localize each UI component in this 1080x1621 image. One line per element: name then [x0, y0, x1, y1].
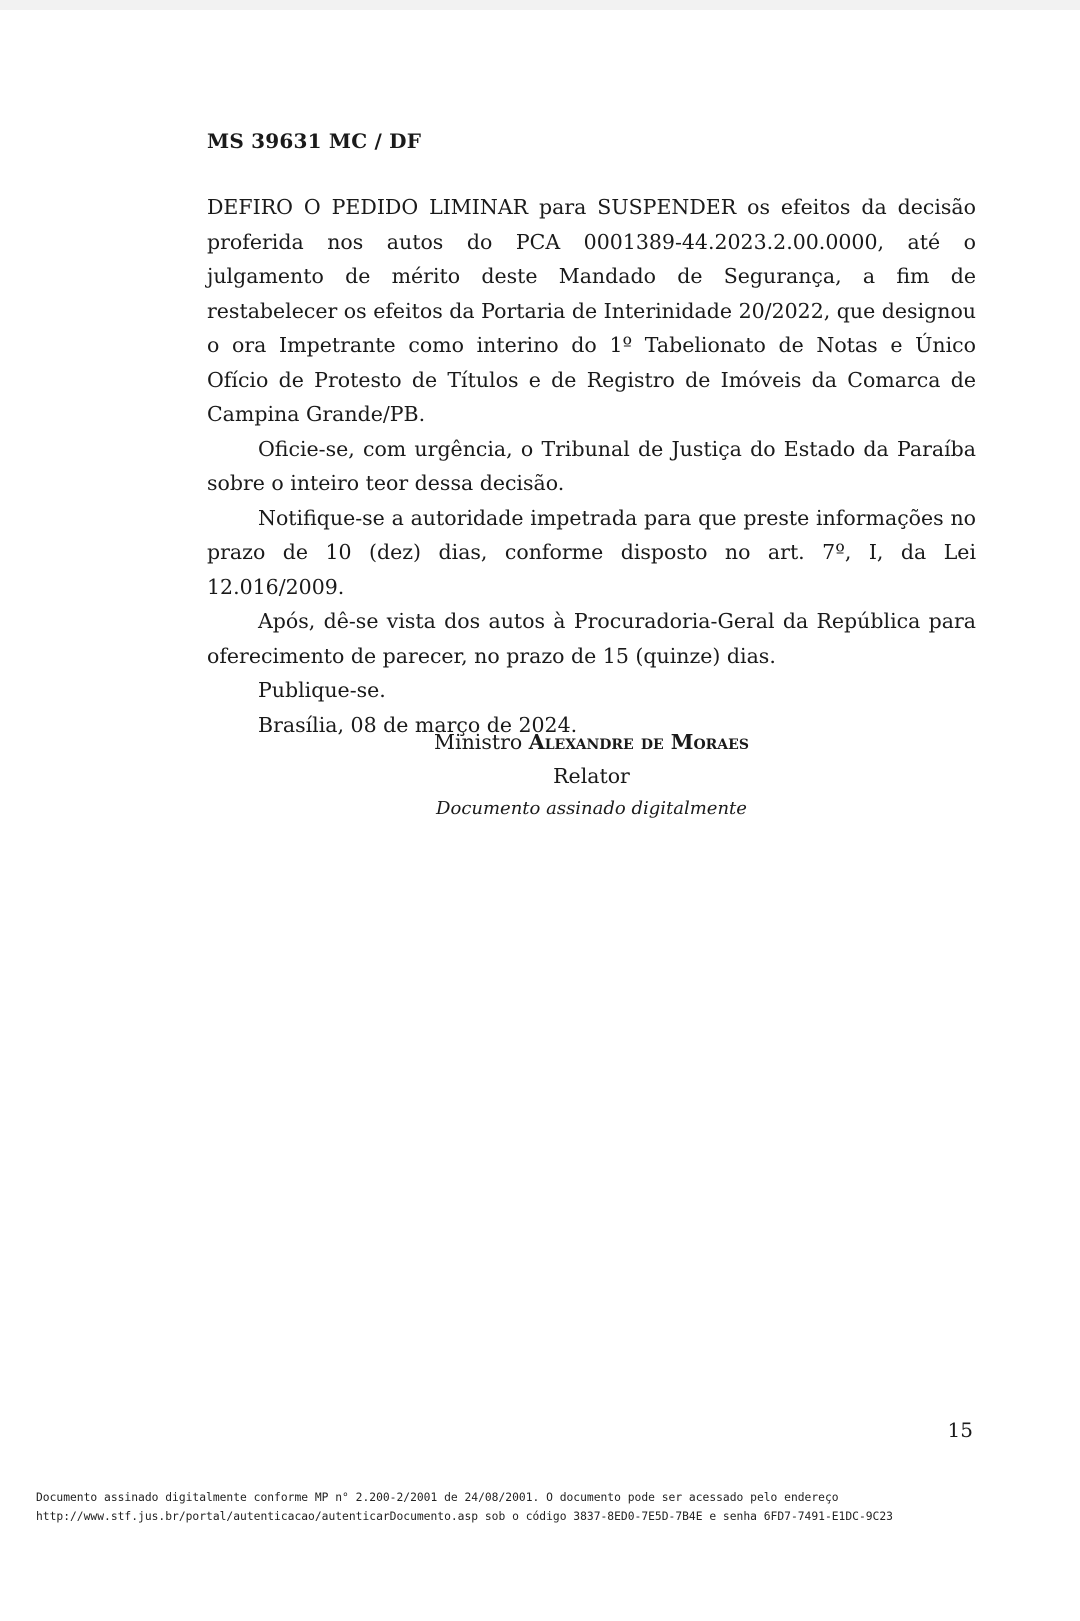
footer-line: Documento assinado digitalmente conforme MP n° 2.200-2/2001 de 24/08/2001. O documento pode ser acessado pelo endereço — [36, 1491, 839, 1504]
signer-line — [207, 725, 976, 759]
signer-title: Ministro — [434, 730, 523, 754]
signer-name: Alexandre de Moraes — [528, 730, 749, 754]
decision-paragraph: Publique-se. — [258, 678, 386, 702]
signature-note: Documento assinado digitalmente — [436, 798, 747, 819]
authentication-footer — [36, 1488, 893, 1526]
viewer-top-band — [0, 0, 1080, 10]
decision-body — [207, 190, 976, 742]
page-number: 15 — [947, 1418, 973, 1442]
signature-block — [207, 725, 976, 825]
document-page — [0, 10, 1080, 1621]
decision-paragraph: Oficie-se, com urgência, o Tribunal de Justiça do Estado da Paraíba sobre o inteiro teor dessa decisão. — [207, 436, 976, 495]
footer-line: http://www.stf.jus.br/portal/autenticacao/autenticarDocumento.asp sob o código 3837-8ED0-7E5D-7B4E e senha 6FD7-7491-E1DC-9C23 — [36, 1510, 893, 1523]
signer-role: Relator — [553, 764, 630, 788]
date-line: Brasília, 08 de março de 2024. — [258, 712, 578, 737]
decision-paragraph: Notifique-se a autoridade impetrada para que preste informações no prazo de 10 (dez) dias, conforme disposto no art. 7º, I, da Lei 12.016/2009. — [207, 505, 976, 599]
decision-paragraph: Após, dê-se vista dos autos à Procuradoria-Geral da República para oferecimento de parecer, no prazo de 15 (quinze) dias. — [207, 609, 976, 668]
decision-paragraph: DEFIRO O PEDIDO LIMINAR para SUSPENDER os efeitos da decisão proferida nos autos do PCA 0001389-44.2023.2.00.0000, até o julgamento de mérito deste Mandado de Segurança, a fim de restabelecer os efeitos da Portaria de Interinidade 20/2022, que designou o ora Impetrante como interino do 1º Tabelionato de Notas e Único Ofício de Protesto de Títulos e de Registro de Imóveis da Comarca de Campina Grande/PB. — [207, 195, 976, 426]
case-header: MS 39631 MC / DF — [207, 129, 422, 153]
